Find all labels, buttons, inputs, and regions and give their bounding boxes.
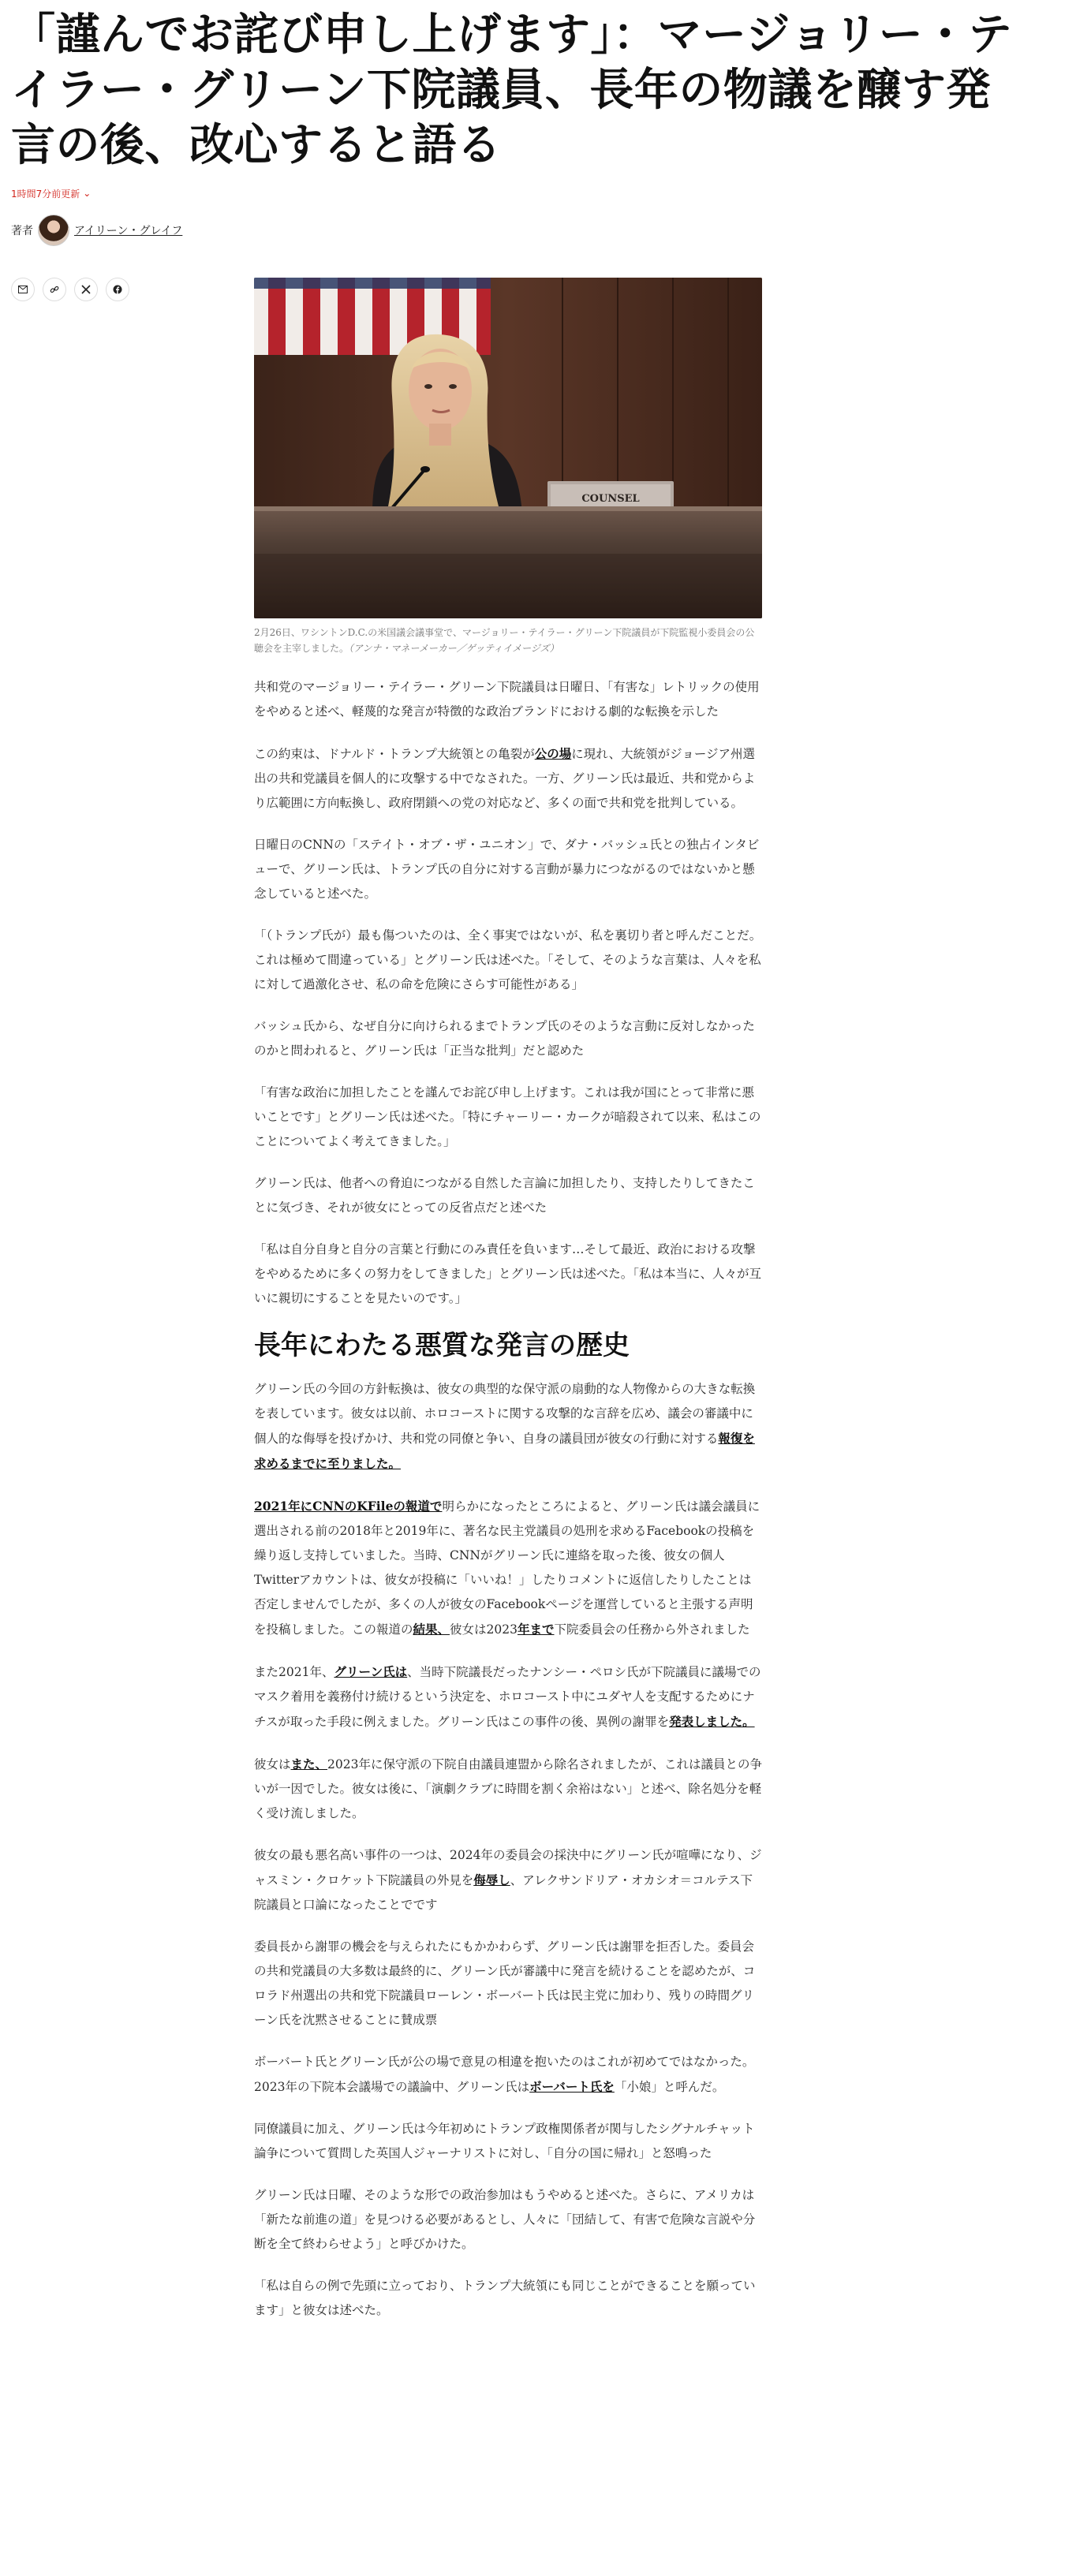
paragraph-14: 委員長から謝罪の機会を与えられたにもかかわらず、グリーン氏は謝罪を拒否した。委員会の共和党議員の大多数は最終的に、グリーン氏が審議中に発言を続けることを認めたが、コロラド州選出の共和党下院議員ローレン・ボーバート氏は民主党に加わり、残りの時間グリーン氏を沈黙させることに賛成票 <box>254 1939 756 2027</box>
inline-link[interactable]: 公の場 <box>534 746 572 761</box>
hero-photo <box>254 278 762 618</box>
mail-icon <box>18 286 28 293</box>
link-icon <box>50 285 59 294</box>
text: グリーン氏の今回の方針転換は、彼女の典型的な保守派の扇動的な人物像からの大きな転換を表しています。彼女は以前、ホロコーストに関する攻撃的な言辞を広め、議会の審議中に個人的な侮辱を投げかけ、共和党の同僚と争い、自身の議員団が彼女の行動に対する <box>254 1382 756 1446</box>
text: 、アレクサンドリア・オカシオ＝コルテス下院議員と口論になったことでです <box>254 1873 753 1912</box>
inline-link[interactable]: 侮辱し <box>473 1872 510 1887</box>
paragraph-10 <box>254 1494 762 1642</box>
text: 、当時下院議長だったナンシー・ペロシ氏が下院議員に議場でのマスク着用を義務付け続けるという決定を、ホロコースト中にユダヤ人を支配するためにナチスが取った手段に例えました。グリーン氏はこの事件の後、異例の謝罪を <box>254 1665 761 1729</box>
inline-link[interactable]: 2021年にCNNのKFileの報道で <box>254 1499 443 1514</box>
caption-text: 2月26日、ワシントンD.C.の米国議会議事堂で、マージョリー・テイラー・グリーン下院議員が下院監視小委員会の公聴会を主宰しました。 <box>254 627 755 654</box>
inline-link[interactable]: 報復を求めるまでに至りました。 <box>254 1431 755 1471</box>
paragraph-8: 「私は自分自身と自分の言葉と行動にのみ責任を負います…そして最近、政治における攻撃をやめるために多くの努力をしてきました」とグリーン氏は述べた。「私は本当に、人々が互いに親切にすることを見たいのです。」 <box>254 1242 761 1305</box>
article-body <box>254 675 762 2340</box>
x-share-button[interactable] <box>74 278 98 301</box>
inline-link[interactable]: 発表しました。 <box>669 1714 755 1729</box>
paragraph-2 <box>254 741 762 816</box>
inline-link[interactable]: 結果、 <box>413 1622 450 1637</box>
share-bar <box>11 278 129 301</box>
inline-link[interactable]: グリーン氏は <box>334 1664 408 1679</box>
facebook-icon <box>113 285 122 294</box>
text: 彼女の最も悪名高い事件の一つは、2024年の委員会の採決中にグリーン氏が喧嘩になり、ジャスミン・クロケット下院議員の外見を <box>254 1848 762 1887</box>
x-icon <box>81 285 91 294</box>
text: この約束は、ドナルド・トランプ大統領との亀裂が <box>254 747 535 761</box>
text: 「小娘」と呼んだ。 <box>614 2080 725 2094</box>
updated-label: 1時間7分前更新 <box>11 189 80 200</box>
hero-photo-illustration <box>254 278 762 618</box>
paragraph-18: 「私は自らの例で先頭に立っており、トランプ大統領にも同じことができることを願っています」と彼女は述べた。 <box>254 2279 756 2317</box>
text: また2021年、 <box>254 1665 334 1679</box>
facebook-share-button[interactable] <box>106 278 129 301</box>
paragraph-16: 同僚議員に加え、グリーン氏は今年初めにトランプ政権関係者が関与したシグナルチャット論争について質問した英国人ジャーナリストに対し、「自分の国に帰れ」と怒鳴った <box>254 2122 755 2160</box>
byline <box>11 215 182 246</box>
text: 彼女は <box>254 1757 291 1771</box>
byline-prefix: 著者 <box>11 225 33 237</box>
text: に現れ、大統領がジョージア州選出の共和党議員を個人的に攻撃する中でなされた。一方、グリーン氏は最近、共和党からより広範囲に方向転換し、政府閉鎖への党の対応など、多くの面で共和党を批判している。 <box>254 747 756 810</box>
text: 2023年に保守派の下院自由議員連盟から除名されましたが、これは議員との争いが一因でした。彼女は後に、「演劇クラブに時間を割く余裕はない」と述べ、除名処分を軽く受け流しました。 <box>254 1757 762 1820</box>
text: 明らかになったところによると、グリーン氏は議会議員に選出される前の2018年と2019年に、著名な民主党議員の処刑を求めるFacebookの投稿を繰り返し支持していました。当時、CNNがグリーン氏に連絡を取った後、彼女の個人Twitterアカウントは、彼女が投稿に「いいね！」したりコメントに返信したりしたことは否定しませんでしたが、多くの人が彼女のFacebookページを運営していると主張する声明を投稿しました。この報道の <box>254 1499 760 1637</box>
paragraph-3: 日曜日のCNNの「ステイト・オブ・ザ・ユニオン」で、ダナ・バッシュ氏との独占インタビューで、グリーン氏は、トランプ氏の自分に対する言動が暴力につながるのではないかと懸念していると述べた。 <box>254 838 760 901</box>
placard-text: COUNSEL <box>581 493 640 505</box>
paragraph-11 <box>254 1659 762 1734</box>
article-headline: 「謹んでお詫び申し上げます」：マージョリー・テイラー・グリーン下院議員、長年の物議を醸す発言の後、改心すると語る <box>11 9 1013 171</box>
email-share-button[interactable] <box>11 278 35 301</box>
paragraph-6: 「有害な政治に加担したことを謹んでお詫び申し上げます。これは我が国にとって非常に悪いことです」とグリーン氏は述べた。「特にチャーリー・カークが暗殺されて以来、私はこのことについてよく考えてきました。」 <box>254 1085 761 1148</box>
text: 下院委員会の任務から外されました <box>554 1622 750 1637</box>
updated-timestamp[interactable] <box>11 187 91 200</box>
inline-link[interactable]: ボーバート氏を <box>529 2079 615 2094</box>
author-link[interactable]: アイリーン・グレイフ <box>74 225 183 237</box>
text: 彼女は2023 <box>450 1622 518 1637</box>
paragraph-12 <box>254 1752 762 1826</box>
chevron-down-icon: ⌄ <box>83 187 92 199</box>
paragraph-1: 共和党のマージョリー・テイラー・グリーン下院議員は日曜日、「有害な」レトリックの使用をやめると述べ、軽蔑的な発言が特徴的な政治ブランドにおける劇的な転換を示した <box>254 680 760 719</box>
author-avatar[interactable] <box>38 215 69 246</box>
photo-credit: （アンナ・マネーメーカー／ゲッティイメージズ） <box>349 643 559 654</box>
photo-caption <box>254 625 762 656</box>
paragraph-15 <box>254 2050 762 2100</box>
section-heading: 長年にわたる悪質な発言の歴史 <box>254 1330 630 1361</box>
inline-link[interactable]: 年まで <box>517 1622 555 1637</box>
paragraph-7: グリーン氏は、他者への脅迫につながる自然した言論に加担したり、支持したりしてきたことに気づき、それが彼女にとっての反省点だと述べた <box>254 1176 755 1215</box>
paragraph-17: グリーン氏は日曜、そのような形での政治参加はもうやめると述べた。さらに、アメリカは「新たな前進の道」を見つける必要があるとし、人々に「団結して、有害で危険な言説や分断を全て終わらせよう」と呼びかけた。 <box>254 2188 756 2251</box>
paragraph-13 <box>254 1843 762 1917</box>
paragraph-4: 「（トランプ氏が）最も傷ついたのは、全く事実ではないが、私を裏切り者と呼んだことだ。これは極めて間違っている」とグリーン氏は述べた。「そして、そのような言葉は、人々を私に対して過激化させ、私の命を危険にさらす可能性がある」 <box>254 928 762 991</box>
paragraph-9 <box>254 1377 762 1477</box>
inline-link[interactable]: また、 <box>290 1757 328 1771</box>
text: ボーバート氏とグリーン氏が公の場で意見の相違を抱いたのはこれが初めてではなかった。2023年の下院本会議場での議論中、グリーン氏は <box>254 2055 755 2094</box>
copy-link-button[interactable] <box>43 278 66 301</box>
paragraph-5: バッシュ氏から、なぜ自分に向けられるまでトランプ氏のそのような言動に反対しなかったのかと問われると、グリーン氏は「正当な批判」だと認めた <box>254 1019 755 1058</box>
